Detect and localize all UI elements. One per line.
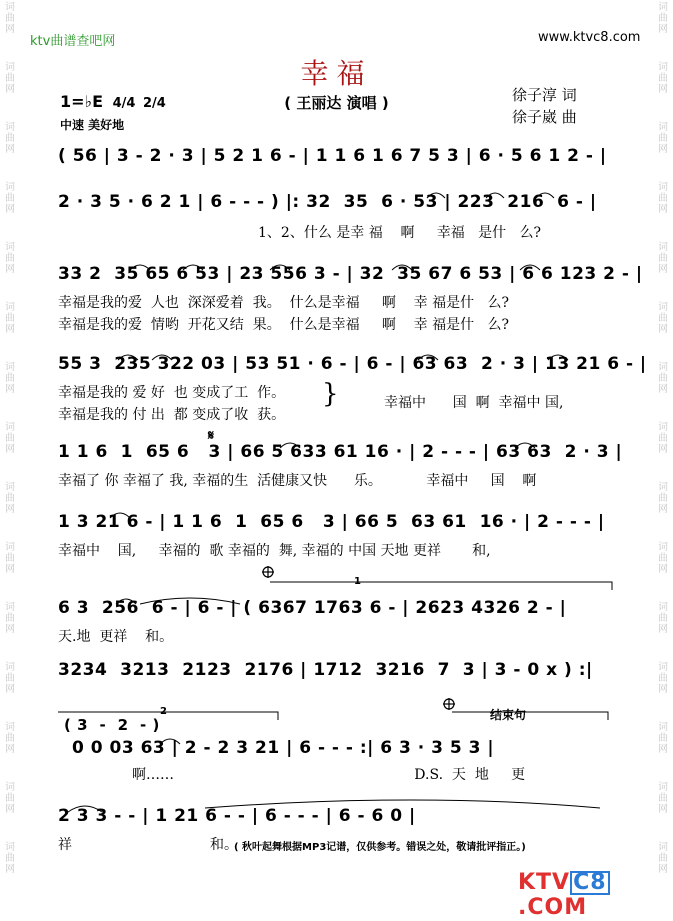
svg-text:2: 2 (160, 706, 167, 717)
watermark-text: 词曲网 (5, 182, 15, 215)
site-logo (518, 870, 673, 920)
logo-text: KTV (518, 870, 571, 895)
staff-line-2: 2 · 3 5 · 6 2 1 | 6 - - - ) |: 32 35 6 · 53 | 223 216 6 - | (58, 192, 597, 212)
lyric-line: 幸福是我的 爱 好 也 变成了工 作。 (58, 385, 286, 401)
watermark-text: 词曲网 (658, 302, 668, 335)
watermark-text: 词曲网 (5, 122, 15, 155)
staff-line-6: 1 3 21 6 - | 1 1 6 1 65 6 3 | 66 5 63 61 16 · | 2 - - - | (58, 512, 605, 532)
watermark-text: 词曲网 (658, 362, 668, 395)
watermark-text: 词曲网 (5, 662, 15, 695)
watermark-text: 词曲网 (5, 602, 15, 635)
svg-text:}: } (322, 379, 339, 409)
lyric-line: 幸福是我的爱 情哟 开花又结 果。 什么是幸福 啊 幸 福是什 么? (58, 317, 509, 333)
footnote: ( 秋叶起舞根据MP3记谱，仅供参考。错误之处，敬请批评指正。) (234, 842, 526, 853)
staff-line-7: 6 3 256 6 - | 6 - | ( 6367 1763 6 - | 2623 4326 2 - | (58, 598, 567, 618)
watermark-text: 词曲网 (658, 482, 668, 515)
watermark-text: 词曲网 (658, 662, 668, 695)
staff-upper-voice: ( 3 - 2 - ) (64, 716, 160, 734)
watermark-text: 词曲网 (658, 722, 668, 755)
watermark-text: 词曲网 (658, 182, 668, 215)
watermark-text: 词曲网 (658, 62, 668, 95)
watermark-text: 词曲网 (5, 542, 15, 575)
lyric-line-side: 幸福中 国 啊 幸福中 国, (384, 395, 564, 411)
staff-line-10: 2 3 3 - - | 1 21 6 - - | 6 - - - | 6 - 6 0 | (58, 806, 416, 826)
site-url: www.ktvc8.com (538, 30, 641, 45)
staff-line-8: 3234 3213 2123 2176 | 1712 3216 7 3 | 3 - 0 x ) :| (58, 660, 593, 680)
staff-line-4: 55 3 235 322 03 | 53 51 · 6 - | 6 - | 63 63 2 · 3 | 13 21 6 - | (58, 354, 647, 374)
watermark-text: 词曲网 (658, 122, 668, 155)
lyric-line: 天.地 更祥 和。 (58, 629, 174, 645)
staff-line-1: ( 56 | 3 - 2 · 3 | 5 2 1 6 - | 1 1 6 1 6 7 5 3 | 6 · 5 6 1 2 - | (58, 146, 607, 166)
lyric-line: 幸福是我的 付 出 都 变成了收 获。 (58, 407, 286, 423)
time-signature: 4/4 (112, 96, 136, 111)
watermark-text: 词曲网 (5, 722, 15, 755)
volta-label: 结束句 (490, 708, 527, 722)
watermark-text: 词曲网 (5, 782, 15, 815)
watermark-text: 词曲网 (658, 782, 668, 815)
composer: 徐子崴 曲 (512, 108, 577, 126)
watermark-text: 词曲网 (5, 362, 15, 395)
time-signature-alt: 2/4 (143, 96, 166, 111)
svg-text:𝄋: 𝄋 (208, 428, 215, 444)
watermark-text: 词曲网 (5, 62, 15, 95)
watermark-text: 词曲网 (5, 302, 15, 335)
watermark-text: 词曲网 (5, 482, 15, 515)
staff-line-9: 0 0 03 63 | 2 - 2 3 21 | 6 - - - :| 6 3 · 3 5 3 | (72, 738, 495, 758)
lyric-line: 幸福中 国, 幸福的 歌 幸福的 舞, 幸福的 中国 天地 更祥 和, (58, 543, 491, 559)
watermark-text: 词曲网 (658, 2, 668, 35)
logo-badge: C8 (570, 871, 609, 895)
watermark-text: 词曲网 (5, 842, 15, 875)
song-title: 幸福 (300, 57, 373, 90)
lyric-line: 幸福是我的爱 人也 深深爱着 我。 什么是幸福 啊 幸 福是什 么? (58, 295, 509, 311)
key: 1=♭E (60, 92, 104, 111)
watermark-text: 词曲网 (5, 2, 15, 35)
staff-line-5: 1 1 6 1 65 6 3 | 66 5 633 61 16 · | 2 - - - | 63 63 2 · 3 | (58, 442, 623, 462)
tempo-marking: 中速 美好地 (60, 118, 125, 132)
watermark-text: 词曲网 (5, 422, 15, 455)
lyric-line: 1、2、什么 是幸 福 啊 幸福 是什 么? (258, 225, 541, 241)
watermark-text: 词曲网 (658, 542, 668, 575)
lyric-line: 祥 和。 (58, 837, 238, 853)
watermark-text: 词曲网 (658, 422, 668, 455)
singer: ( 王丽达 演唱 ) (284, 94, 389, 112)
watermark-text: 词曲网 (658, 842, 668, 875)
site-name: ktv曲谱查吧网 (30, 34, 116, 49)
watermark-text: 词曲网 (5, 242, 15, 275)
logo-suffix: .COM (518, 895, 588, 920)
svg-text:1: 1 (354, 576, 361, 587)
watermark-text: 词曲网 (658, 242, 668, 275)
lyricist: 徐子淳 词 (512, 86, 577, 104)
lyric-line: 幸福了 你 幸福了 我, 幸福的生 活健康又快 乐。 幸福中 国 啊 (58, 473, 537, 489)
watermark-text: 词曲网 (658, 602, 668, 635)
staff-line-3: 33 2 35 65 6 53 | 23 556 3 - | 32 35 67 6 53 | 6 6 123 2 - | (58, 264, 643, 284)
lyric-line: 啊…… D.S. 天 地 更 (132, 767, 526, 783)
